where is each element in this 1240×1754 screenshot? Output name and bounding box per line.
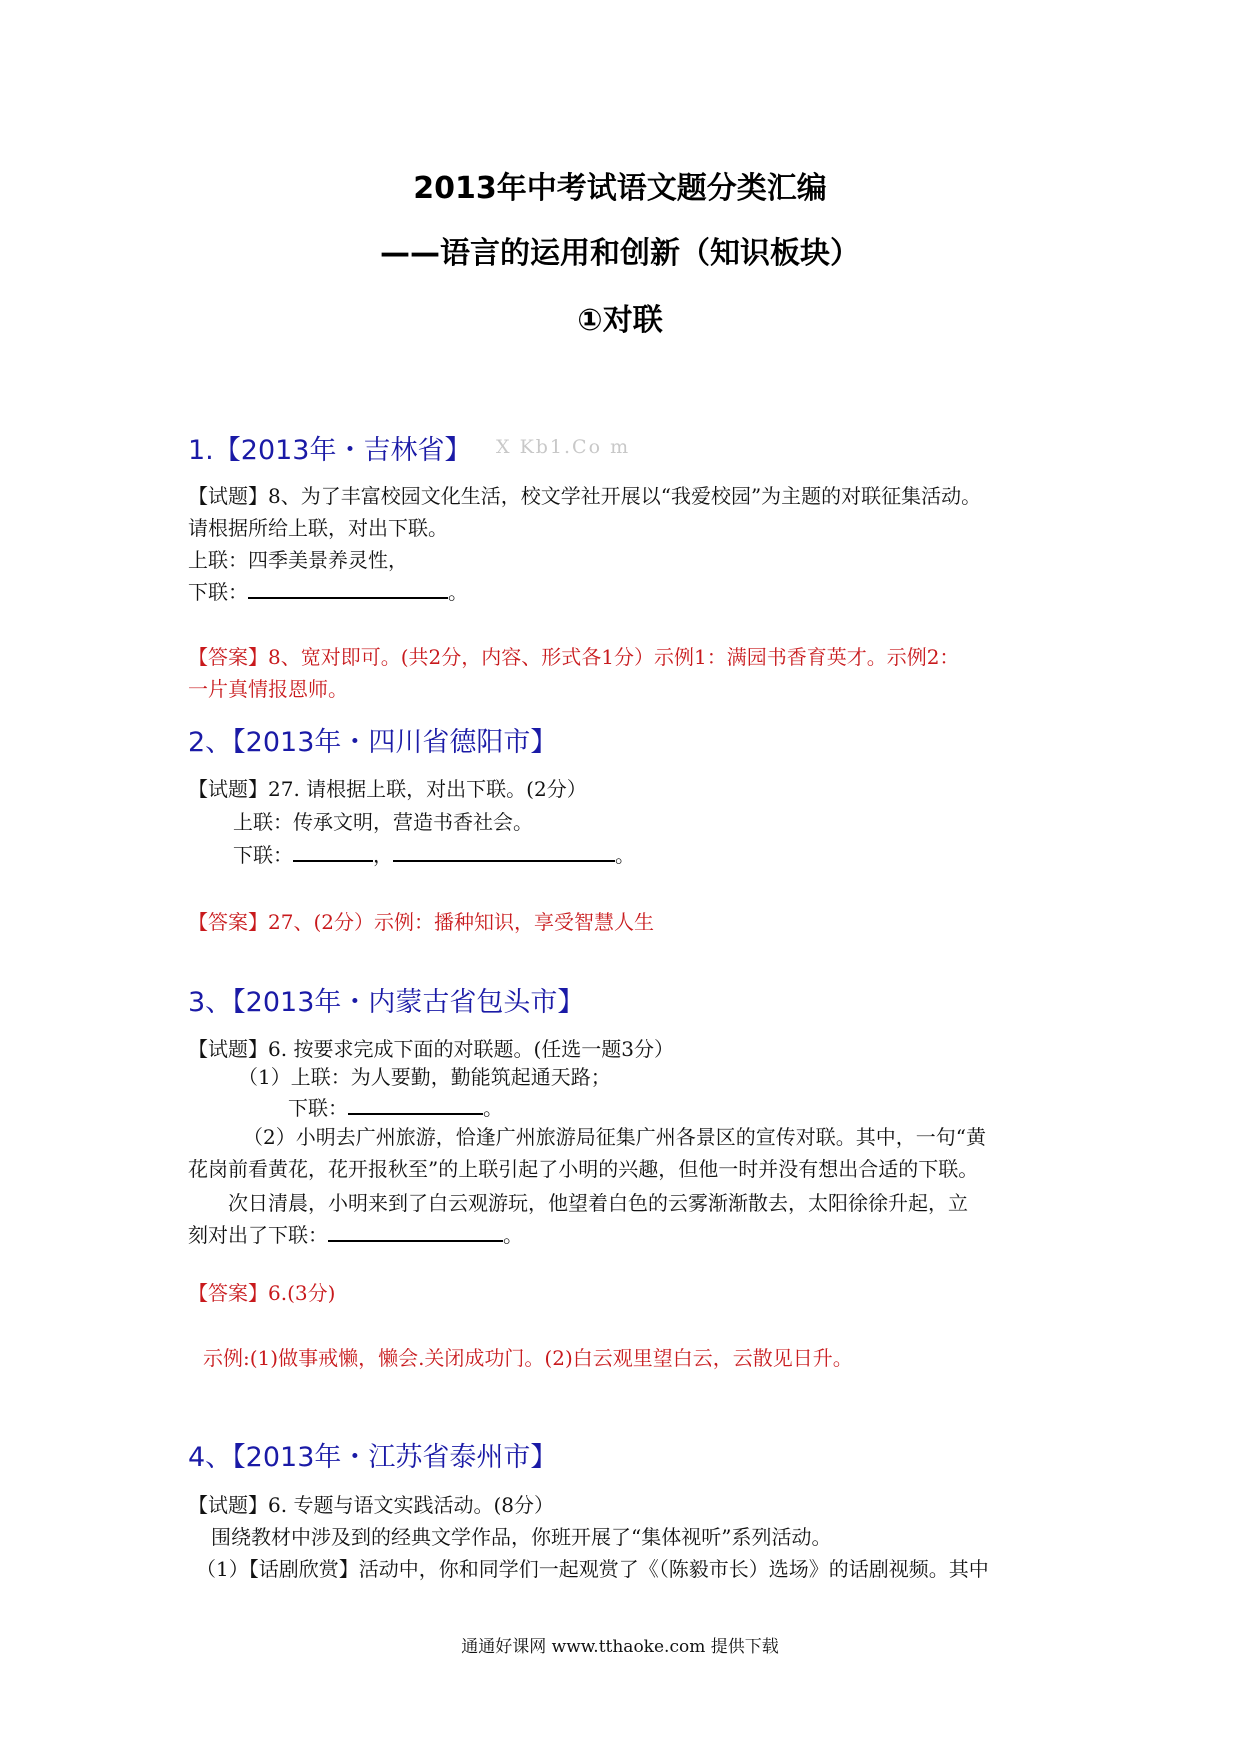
question-3-lower-couplet-2: 刻对出了下联： 。 bbox=[188, 1219, 523, 1248]
question-3-part-1: （1）上联：为人要勤，勤能筑起通天路； bbox=[238, 1065, 611, 1089]
question-1-lower-couplet: 下联： 。 bbox=[188, 576, 468, 605]
question-1-text: 【试题】8、为了丰富校园文化生活，校文学社开展以“我爱校园”为主题的对联征集活动。 bbox=[188, 484, 982, 508]
answer-blank-1[interactable] bbox=[293, 840, 373, 862]
answer-blank[interactable] bbox=[348, 1093, 483, 1115]
page-footer: 通通好课网 www.tthaoke.com 提供下载 bbox=[461, 1637, 779, 1657]
question-4-part-1: （1）【话剧欣赏】活动中，你和同学们一起观赏了《（陈毅市长）选场》的话剧视频。其中 bbox=[196, 1557, 989, 1581]
question-3-answer-example: 示例:(1)做事戒懒，懒会.关闭成功门。(2)白云观里望白云，云散见日升。 bbox=[203, 1346, 853, 1370]
question-1-answer: 【答案】8、宽对即可。(共2分，内容、形式各1分）示例1：满园书香育英才。示例2： bbox=[188, 645, 960, 669]
question-2-text: 【试题】27. 请根据上联，对出下联。(2分） bbox=[188, 777, 587, 801]
question-1-answer-cont: 一片真情报恩师。 bbox=[188, 677, 348, 701]
lower-couplet-label: 刻对出了下联： bbox=[188, 1223, 328, 1247]
question-3-answer: 【答案】6.(3分) bbox=[188, 1281, 336, 1305]
answer-blank[interactable] bbox=[248, 577, 448, 599]
question-2-upper-couplet: 上联：传承文明，营造书香社会。 bbox=[233, 810, 533, 834]
question-3-lower-couplet: 下联： 。 bbox=[288, 1092, 503, 1121]
lower-couplet-label: 下联： bbox=[233, 843, 293, 867]
question-3-part-2: （2）小明去广州旅游，恰逢广州旅游局征集广州各景区的宣传对联。其中，一句“黄 bbox=[243, 1125, 986, 1149]
question-4-text: 【试题】6. 专题与语文实践活动。(8分） bbox=[188, 1493, 554, 1517]
answer-blank-2[interactable] bbox=[393, 840, 615, 862]
question-4-heading: 4、【2013年・江苏省泰州市】 bbox=[188, 1442, 558, 1473]
section-title: ①对联 bbox=[577, 303, 663, 338]
lower-couplet-label: 下联： bbox=[188, 580, 248, 604]
document-title: 2013年中考试语文题分类汇编 bbox=[413, 171, 827, 206]
question-3-part-2-cont: 花岗前看黄花，花开报秋至”的上联引起了小明的兴趣，但他一时并没有想出合适的下联。 bbox=[188, 1157, 979, 1181]
question-1-instruction: 请根据所给上联，对出下联。 bbox=[188, 516, 448, 540]
answer-blank[interactable] bbox=[328, 1220, 503, 1242]
lower-couplet-label: 下联： bbox=[288, 1096, 348, 1120]
question-1-heading: 1.【2013年・吉林省】 bbox=[188, 435, 472, 466]
document-subtitle: ——语言的运用和创新（知识板块） bbox=[380, 236, 860, 271]
question-2-heading: 2、【2013年・四川省德阳市】 bbox=[188, 727, 558, 758]
question-3-part-2-scene: 次日清晨，小明来到了白云观游玩，他望着白色的云雾渐渐散去，太阳徐徐升起，立 bbox=[228, 1191, 968, 1215]
question-4-intro: 围绕教材中涉及到的经典文学作品，你班开展了“集体视听”系列活动。 bbox=[211, 1525, 832, 1549]
question-3-heading: 3、【2013年・内蒙古省包头市】 bbox=[188, 987, 585, 1018]
question-2-answer: 【答案】27、(2分）示例：播种知识，享受智慧人生 bbox=[188, 910, 654, 934]
question-3-text: 【试题】6. 按要求完成下面的对联题。(任选一题3分） bbox=[188, 1037, 674, 1061]
watermark-text: X Kb1.Co m bbox=[496, 436, 631, 458]
question-1-upper-couplet: 上联：四季美景养灵性， bbox=[188, 548, 408, 572]
question-2-lower-couplet: 下联： ， 。 bbox=[233, 839, 635, 868]
